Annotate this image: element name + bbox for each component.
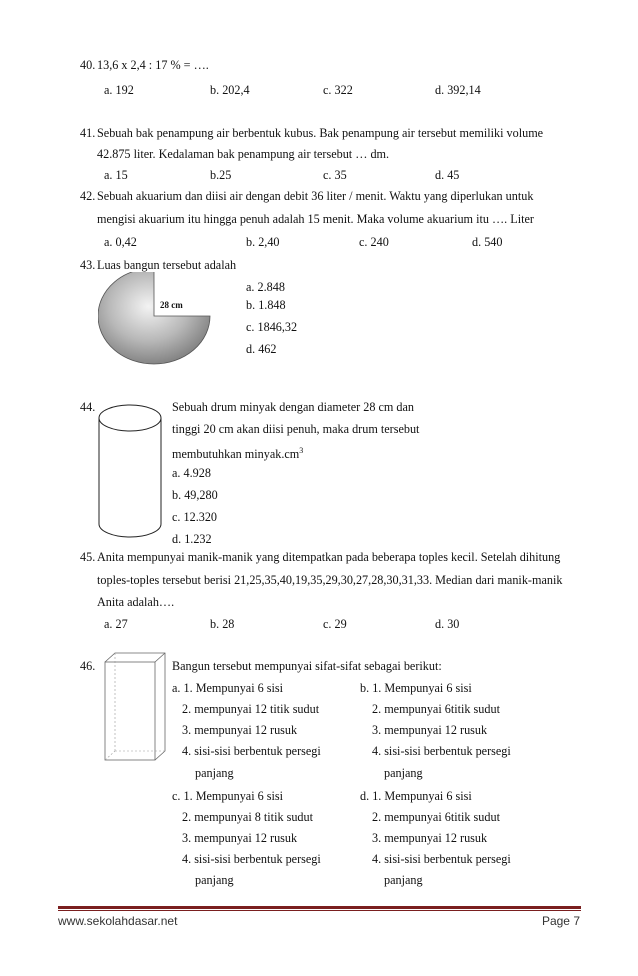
q41-line-1: Sebuah bak penampung air berbentuk kubus. Bak penampung air tersebut memiliki volume [97, 126, 544, 140]
q45-option-a: a. 27 [104, 617, 128, 631]
q46-option-b-line-1: b. 1. Mempunyai 6 sisi [360, 681, 472, 695]
q46-option-d-line-1: d. 1. Mempunyai 6 sisi [360, 789, 472, 803]
q46-option-a-line-1: a. 1. Mempunyai 6 sisi [172, 681, 284, 695]
q42-line-1: Sebuah akuarium dan diisi air dengan debit 36 liter / menit. Waktu yang diperlukan untuk [97, 189, 534, 203]
q46-option-a-line-4: 4. sisi-sisi berbentuk persegi [182, 744, 321, 758]
q46-option-d-line-2: 2. mempunyai 6titik sudut [372, 810, 500, 824]
q43-option-d: d. 462 [246, 342, 277, 356]
q41-line-2: 42.875 liter. Kedalaman bak penampung air tersebut … dm. [97, 147, 390, 161]
q42-line-2: mengisi akuarium itu hingga penuh adalah 15 menit. Maka volume akuarium itu …. Liter [97, 212, 534, 226]
q46-option-a-line-2: 2. mempunyai 12 titik sudut [182, 702, 320, 716]
q43-option-b: b. 1.848 [246, 298, 286, 312]
q44-line-3 [172, 444, 303, 461]
q44-line-1: Sebuah drum minyak dengan diameter 28 cm dan [172, 400, 414, 414]
q42-option-d: d. 540 [472, 235, 503, 249]
q46-option-d-line-5: panjang [384, 873, 423, 887]
q42-number: 42. [80, 189, 96, 203]
q45-option-d: d. 30 [435, 617, 460, 631]
q46-option-b-line-4: 4. sisi-sisi berbentuk persegi [372, 744, 511, 758]
q44-option-d: d. 1.232 [172, 532, 212, 546]
three-quarter-circle-figure [98, 272, 218, 392]
q46-option-a-line-3: 3. mempunyai 12 rusuk [182, 723, 298, 737]
q44-option-a: a. 4.928 [172, 466, 211, 480]
q46-option-b-line-5: panjang [384, 766, 423, 780]
q40-option-d: d. 392,14 [435, 83, 481, 97]
q44-option-c: c. 12.320 [172, 510, 218, 524]
q40-number: 40. [80, 58, 96, 72]
q43-question: Luas bangun tersebut adalah [97, 258, 237, 272]
q41-option-c: c. 35 [323, 168, 347, 182]
q46-option-c-line-4: 4. sisi-sisi berbentuk persegi [182, 852, 321, 866]
q46-option-d-line-3: 3. mempunyai 12 rusuk [372, 831, 488, 845]
q42-option-c: c. 240 [359, 235, 389, 249]
cuboid-figure [104, 652, 168, 762]
q40-option-c: c. 322 [323, 83, 353, 97]
q43-option-a: a. 2.848 [246, 280, 285, 294]
q43-number: 43. [80, 258, 96, 272]
q44-line-2: tinggi 20 cm akan diisi penuh, maka drum tersebut [172, 422, 420, 436]
q46-option-b-line-3: 3. mempunyai 12 rusuk [372, 723, 488, 737]
q46-question: Bangun tersebut mempunyai sifat-sifat sebagai berikut: [172, 659, 442, 673]
q40-option-a: a. 192 [104, 83, 134, 97]
q44-unit-superscript: 3 [299, 446, 304, 455]
footer-divider-thin [58, 910, 581, 911]
q44-line-3-text: membutuhkan minyak.cm [172, 447, 300, 462]
q45-line-1: Anita mempunyai manik-manik yang ditempatkan pada beberapa toples kecil. Setelah dihitung [97, 550, 561, 564]
q43-option-c: c. 1846,32 [246, 320, 298, 334]
q45-option-c: c. 29 [323, 617, 347, 631]
q40-question: 13,6 x 2,4 : 17 % = …. [97, 58, 209, 72]
q46-option-c-line-5: panjang [195, 873, 234, 887]
q45-option-b: b. 28 [210, 617, 235, 631]
q43-radius-label: 28 cm [160, 300, 183, 310]
q41-option-a: a. 15 [104, 168, 128, 182]
footer-divider-thick [58, 906, 581, 909]
q46-option-d-line-4: 4. sisi-sisi berbentuk persegi [372, 852, 511, 866]
q45-line-2: toples-toples tersebut berisi 21,25,35,40,19,35,29,30,27,28,30,31,33. Median dari manik-manik [97, 573, 563, 587]
cylinder-drum-figure [98, 402, 168, 542]
q46-option-c-line-1: c. 1. Mempunyai 6 sisi [172, 789, 284, 803]
footer-site-link[interactable]: www.sekolahdasar.net [58, 914, 178, 928]
q45-number: 45. [80, 550, 96, 564]
q46-option-a-line-5: panjang [195, 766, 234, 780]
q41-option-b: b.25 [210, 168, 232, 182]
q46-option-c-line-2: 2. mempunyai 8 titik sudut [182, 810, 314, 824]
q46-option-c-line-3: 3. mempunyai 12 rusuk [182, 831, 298, 845]
q40-option-b: b. 202,4 [210, 83, 250, 97]
q41-number: 41. [80, 126, 96, 140]
q41-option-d: d. 45 [435, 168, 460, 182]
q42-option-b: b. 2,40 [246, 235, 280, 249]
q44-number: 44. [80, 400, 96, 414]
q46-number: 46. [80, 659, 96, 673]
q42-option-a: a. 0,42 [104, 235, 137, 249]
q45-line-3: Anita adalah…. [97, 595, 175, 609]
q46-option-b-line-2: 2. mempunyai 6titik sudut [372, 702, 500, 716]
q44-option-b: b. 49,280 [172, 488, 218, 502]
footer-page-number: Page 7 [541, 914, 580, 928]
